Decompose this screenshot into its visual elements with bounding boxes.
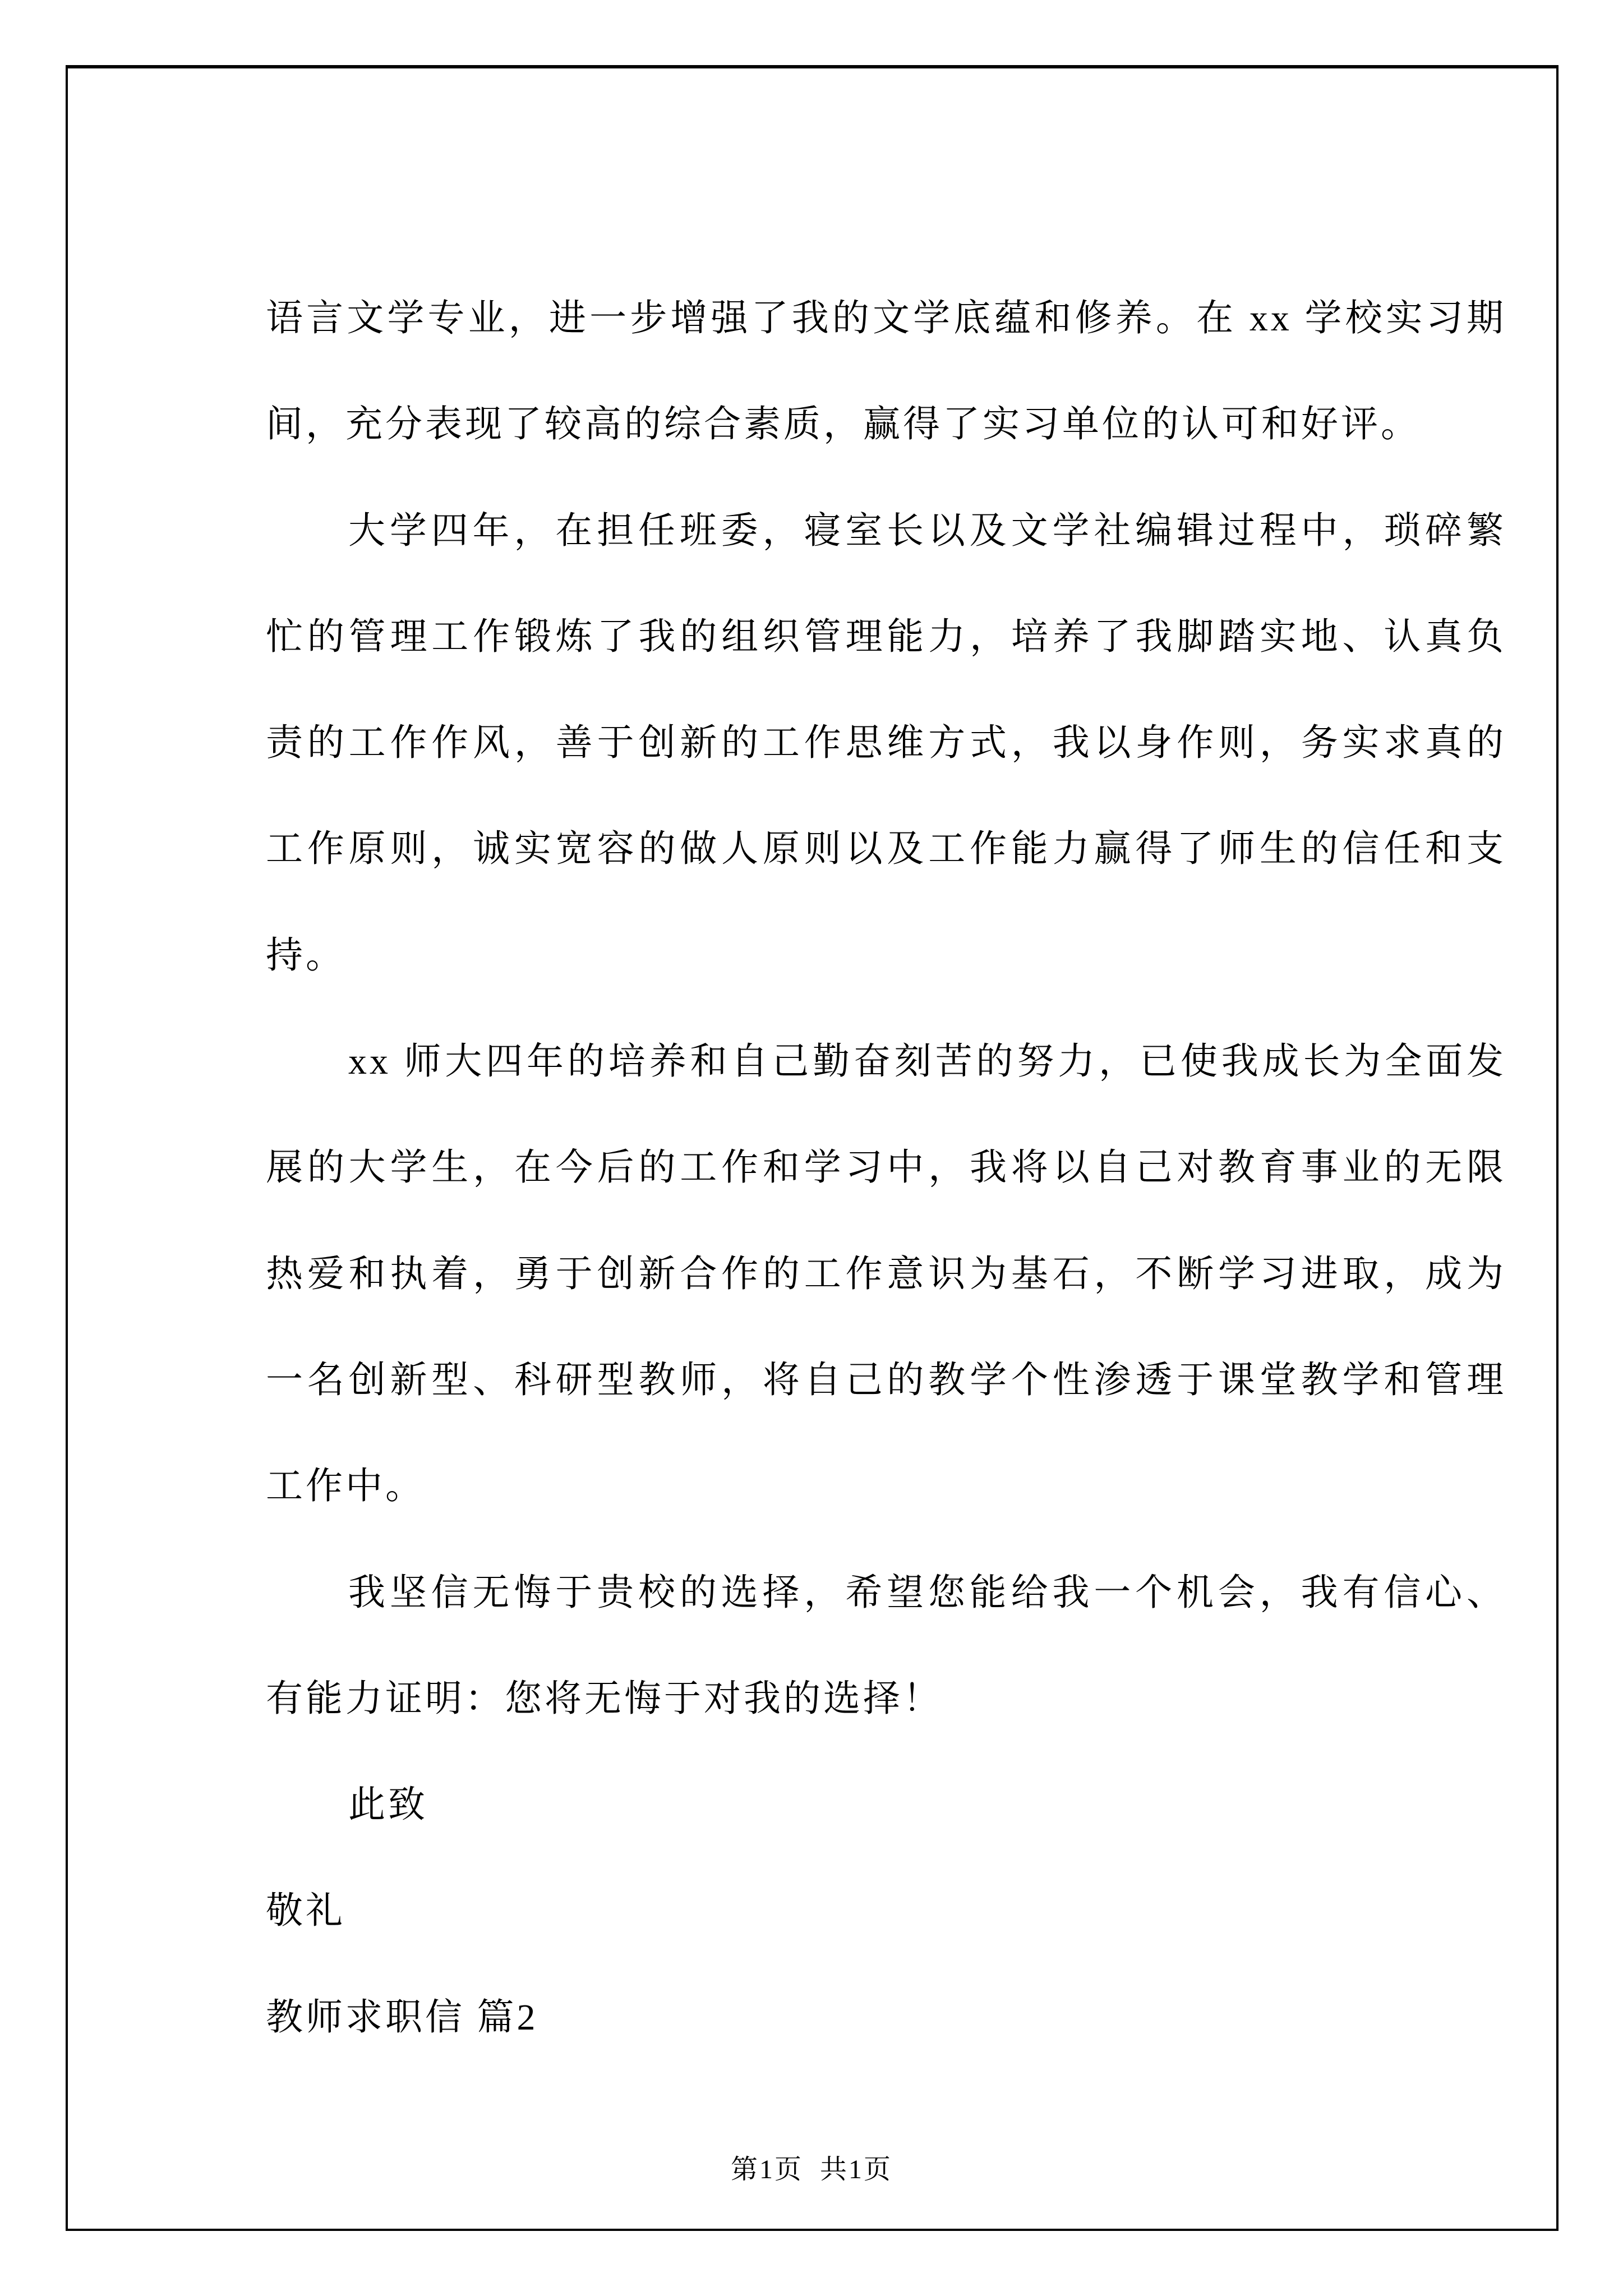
text-line: 工作中。 bbox=[266, 1466, 425, 1507]
text-line: 忙的管理工作锻炼了我的组织管理能力，培养了我脚踏实地、认真负 bbox=[266, 616, 1506, 657]
text-line: 一名创新型、科研型教师，将自己的教学个性渗透于课堂教学和管理 bbox=[266, 1359, 1506, 1401]
text-line: xx 师大四年的培养和自己勤奋刻苦的努力，已使我成长为全面发 bbox=[348, 1041, 1506, 1083]
footer-current-page: 第1页 bbox=[730, 2155, 803, 2184]
text-line: 间，充分表现了较高的综合素质，赢得了实习单位的认可和好评。 bbox=[266, 404, 1421, 445]
text-line: 工作原则，诚实宽容的做人原则以及工作能力赢得了师生的信任和支 bbox=[266, 829, 1506, 870]
text-line: 责的工作作风，善于创新的工作思维方式，我以身作则，务实求真的 bbox=[266, 723, 1506, 764]
text-line: 有能力证明：您将无悔于对我的选择！ bbox=[266, 1678, 943, 1719]
text-line: 此致 bbox=[348, 1784, 428, 1826]
page-border-frame bbox=[66, 65, 1559, 2231]
text-line: 语言文学专业，进一步增强了我的文学底蕴和修养。在 xx 学校实习期 bbox=[266, 298, 1506, 339]
footer-total-pages: 共1页 bbox=[820, 2155, 893, 2184]
text-line: 大学四年，在担任班委，寝室长以及文学社编辑过程中，琐碎繁 bbox=[348, 510, 1506, 551]
page-footer bbox=[0, 2147, 1623, 2186]
text-line: 展的大学生，在今后的工作和学习中，我将以自己对教育事业的无限 bbox=[266, 1147, 1506, 1189]
text-line: 持。 bbox=[266, 935, 345, 976]
document-body bbox=[266, 265, 1506, 2070]
text-line: 教师求职信 篇2 bbox=[266, 1996, 538, 2038]
text-line: 热爱和执着，勇于创新合作的工作意识为基石，不断学习进取，成为 bbox=[266, 1253, 1506, 1295]
text-line: 我坚信无悔于贵校的选择，希望您能给我一个机会，我有信心、 bbox=[348, 1572, 1506, 1613]
text-line: 敬礼 bbox=[266, 1890, 345, 1932]
